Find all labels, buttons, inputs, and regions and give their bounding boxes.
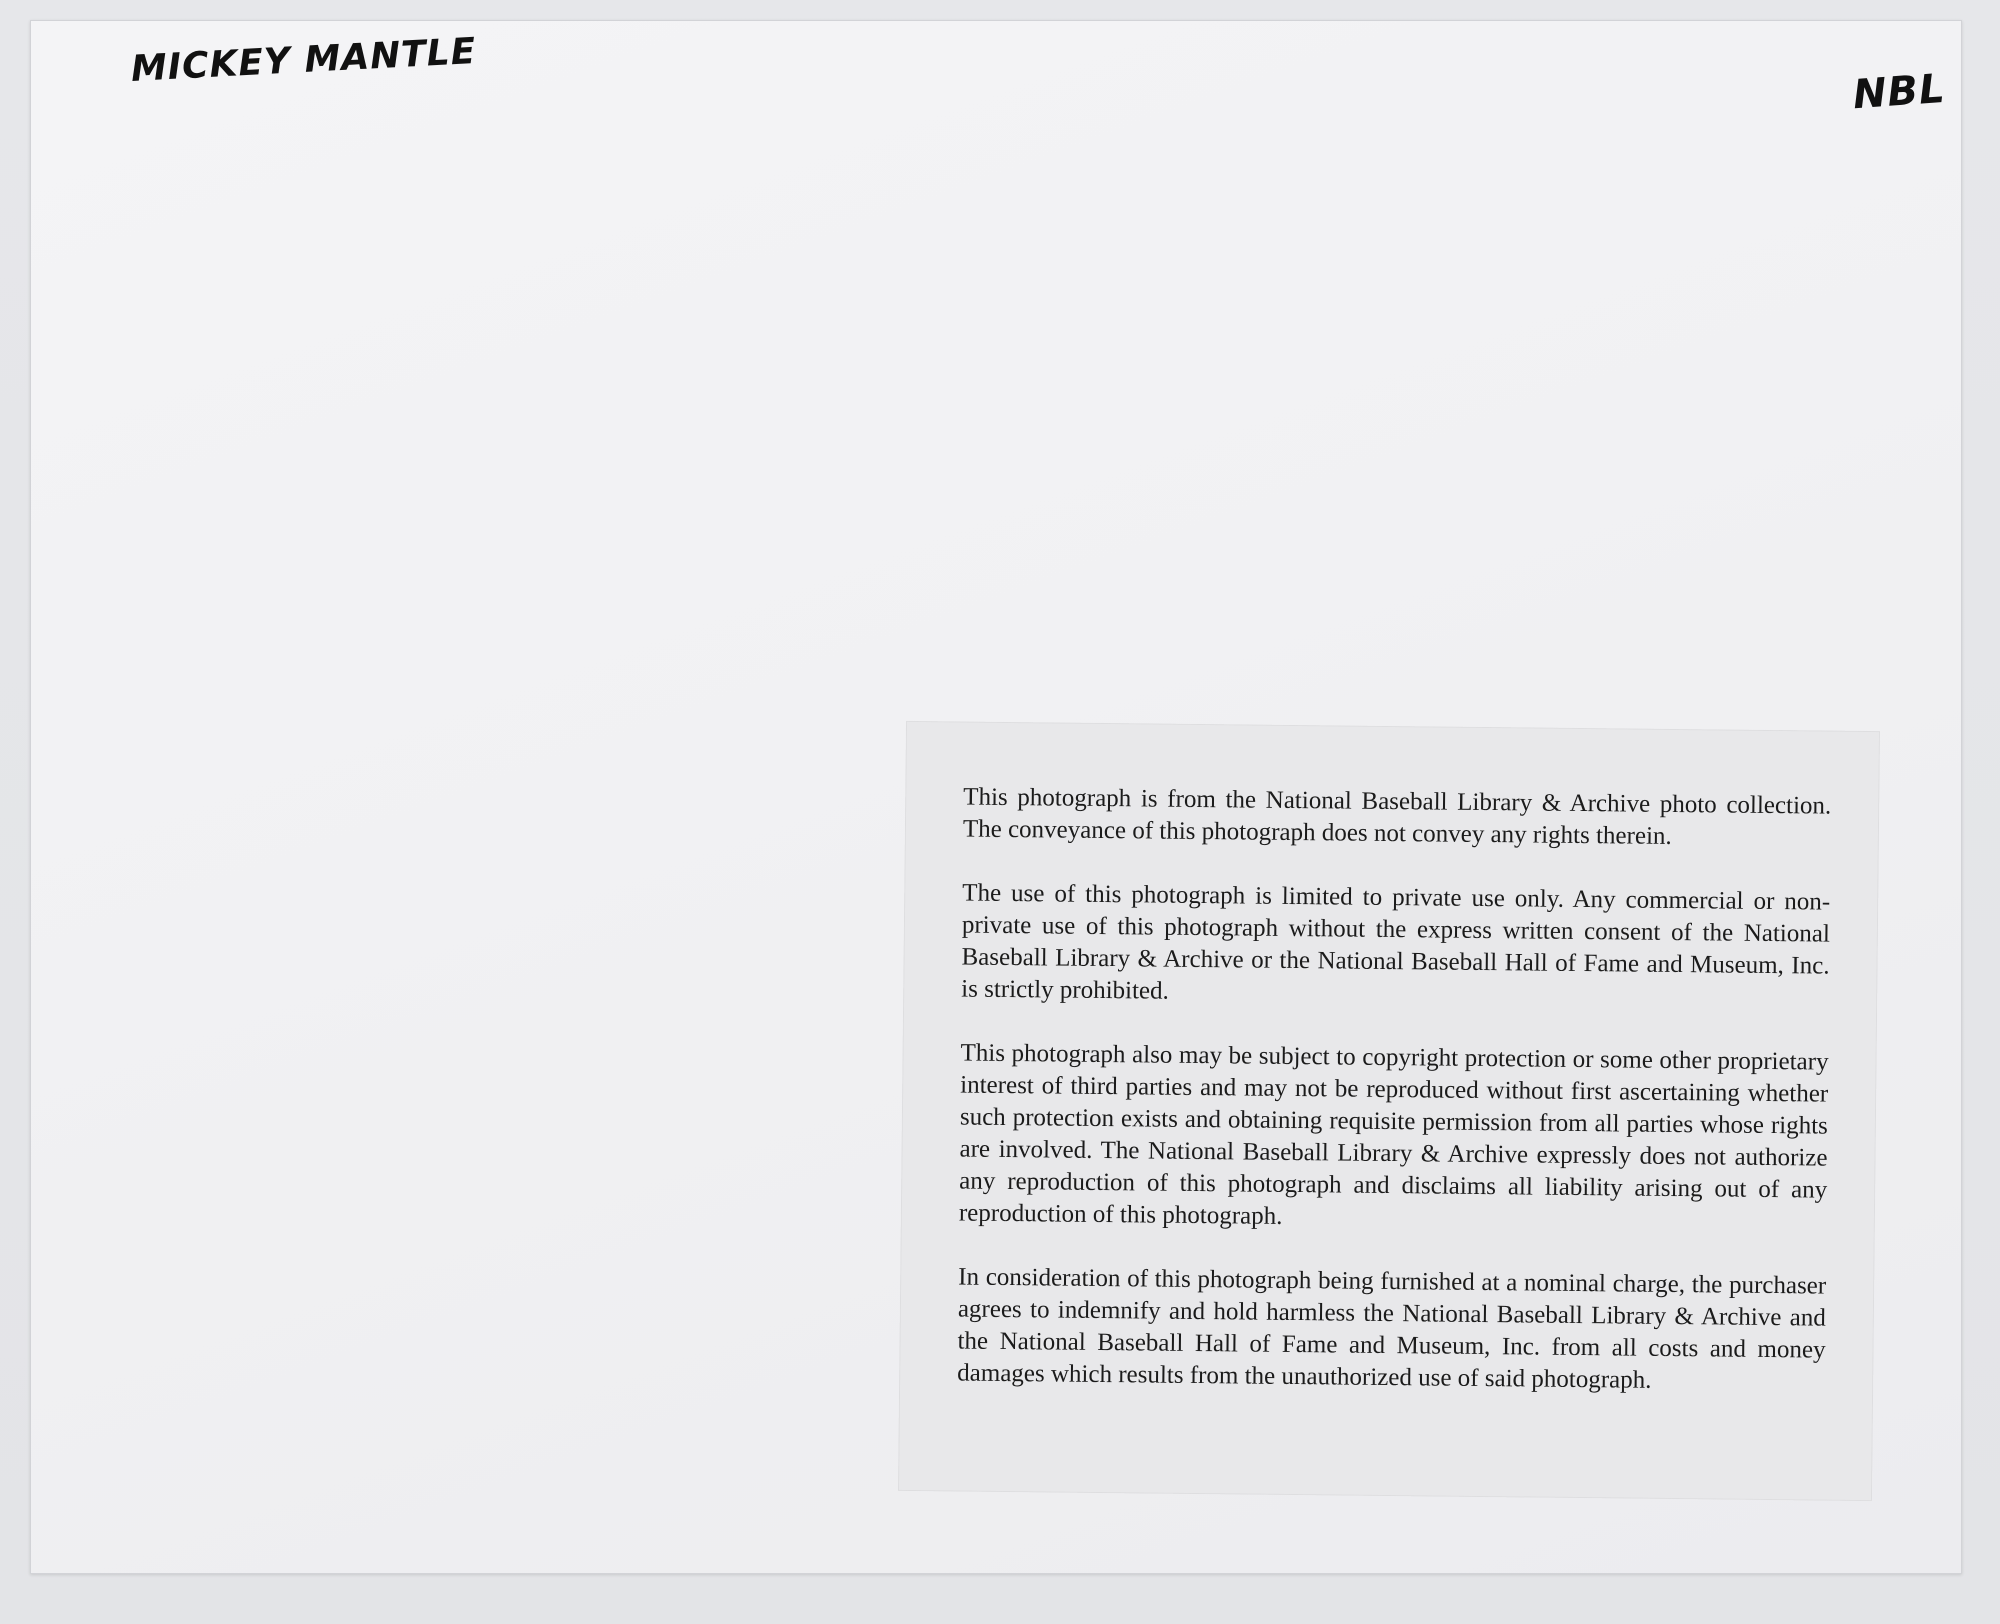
notice-paragraph-copyright: This photograph also may be subject to copyright protection or some other proprietary interest of third parties and may not be reproduced without first ascertaining whether such protection exists and obtaining requisite permission from all parties whose rights are involved. The National Baseball Library & Archive expressly does not authorize any reproduction of this photograph and disclaims all liability arising out of any reproduction of this photograph. [958, 1039, 1829, 1230]
notice-paragraph-private-use: The use of this photograph is limited to private use only. Any commercial or non-private use of this photograph without the express written consent of the National Baseball Library & Archive or the National Baseball Hall of Fame and Museum, Inc. is strictly prohibited. [961, 879, 1831, 1005]
handwritten-player-name: MICKEY MANTLE [129, 30, 478, 90]
handwritten-archive-code: NBL [1851, 65, 1947, 119]
copyright-notice-label [898, 721, 1880, 1501]
notice-paragraph-indemnify: In consideration of this photograph being furnished at a nominal charge, the purchaser agrees to indemnify and hold harmless the National Baseball Library & Archive and the National Baseball Hall of Fame and Museum, Inc. from all costs and money damages which results from the unauthorized use of said photograph. [957, 1263, 1827, 1394]
notice-paragraph-collection: This photograph is from the National Baseball Library & Archive photo collection. The conveyance of this photograph does not convey any rights therein. [962, 783, 1832, 850]
notice-text-block [957, 782, 1831, 1399]
